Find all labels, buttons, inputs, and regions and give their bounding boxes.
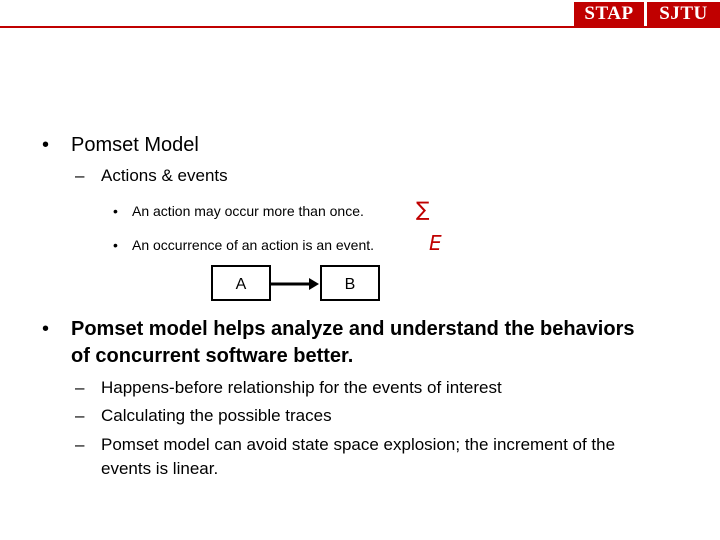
state-space-text-line2: events is linear. (101, 459, 219, 478)
node-b (320, 265, 380, 301)
node-a-label: A (235, 276, 247, 293)
action-multiple-text: An action may occur more than once. (132, 203, 364, 219)
occurrence-event-text: An occurrence of an action is an event. (132, 237, 375, 253)
calculating-traces-text: Calculating the possible traces (101, 406, 332, 425)
header-divider (0, 26, 720, 28)
sub-bullet-marker: – (75, 378, 85, 397)
bullet-pomset-helps-line2: of concurrent software better. (71, 345, 354, 367)
sub-sub-bullet-marker: • (113, 203, 118, 219)
state-space-text-line1: Pomset model can avoid state space explosion; the increment of the (101, 435, 616, 454)
node-a (211, 265, 271, 301)
arrow-head (309, 278, 319, 290)
sub-bullet-marker: – (75, 166, 85, 185)
event-symbol: E (429, 231, 442, 255)
stap-logo: STAP (574, 2, 644, 26)
sub-bullet-marker: – (75, 406, 85, 425)
bullet-pomset-model: Pomset Model (71, 134, 199, 156)
sjtu-logo: SJTU (647, 2, 720, 26)
happens-before-text: Happens-before relationship for the events of interest (101, 378, 502, 397)
node-b-label: B (344, 276, 356, 293)
bullet-marker: • (42, 318, 50, 340)
arrow-a-to-b (271, 276, 321, 292)
bullet-marker: • (42, 134, 50, 156)
sub-bullet-marker: – (75, 435, 85, 454)
sigma-symbol: ∑ (416, 197, 430, 221)
sub-sub-bullet-marker: • (113, 237, 118, 253)
bullet-pomset-helps-line1: Pomset model helps analyze and understand the behaviors (71, 318, 635, 340)
sub-bullet-actions-events: Actions & events (101, 166, 228, 185)
